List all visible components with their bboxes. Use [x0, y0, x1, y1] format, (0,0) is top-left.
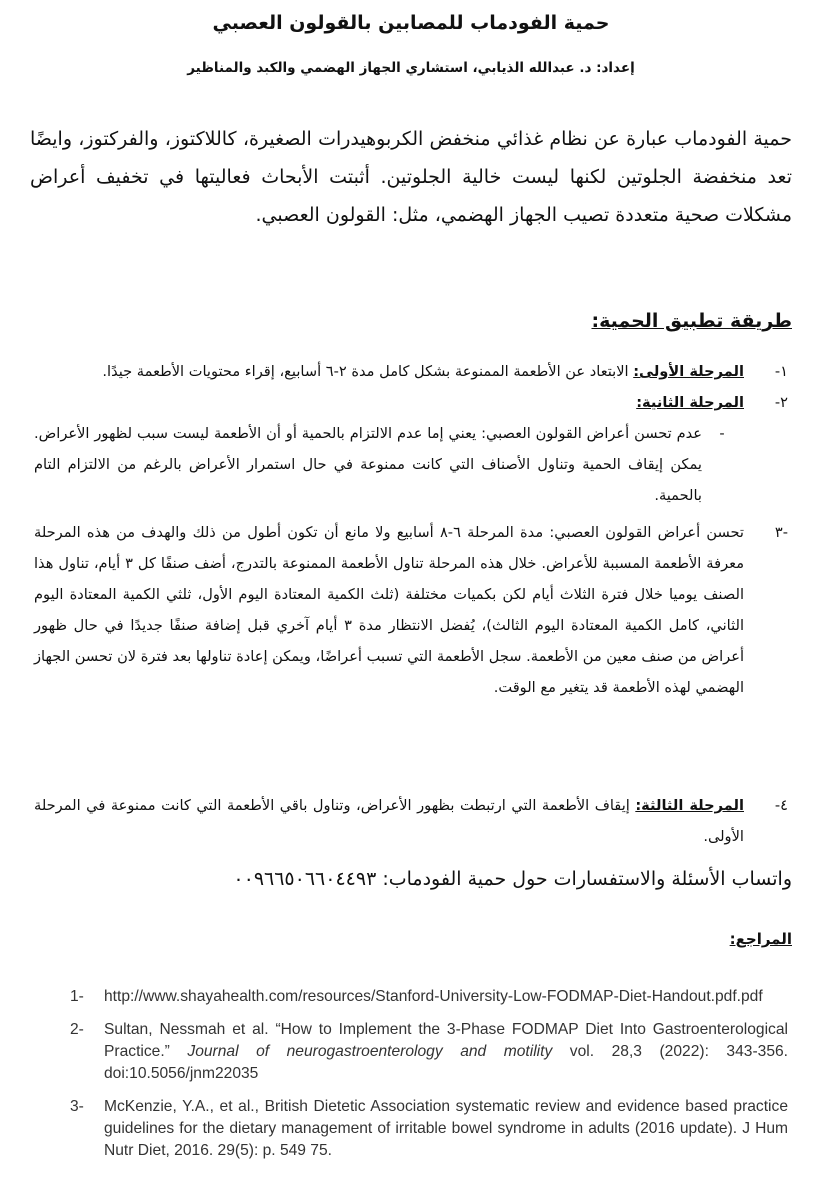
stage-4-item: [34, 790, 788, 852]
reference-number: 1-: [70, 988, 84, 1005]
reference-text-part: vol. 28,3 (2022): 343-356. doi:10.5056/jnm22035: [104, 1043, 788, 1082]
stage-4-block: [34, 790, 788, 852]
stage-3-item: [34, 517, 788, 703]
reference-journal: Journal of neurogastroenterology and motility: [187, 1043, 553, 1060]
intro-paragraph: حمية الفودماب عبارة عن نظام غذائي منخفض الكربوهيدرات الصغيرة، كاللاكتوز، والفركتوز، وايضًا تعد منخفضة الجلوتين لكنها ليست خالية الجلوتين. أثبتت الأبحاث فعاليتها في تخفيف أعراض مشكلات صحية متعددة تصيب الجهاز الهضمي، مثل: القولون العصبي.: [30, 128, 792, 226]
stage-1-label: المرحلة الأولى:: [633, 363, 744, 380]
stage-2-body: [34, 387, 744, 418]
reference-text: [104, 1019, 788, 1085]
author-line: إعداد: د. عبدالله الذيابي، استشاري الجهاز الهضمي والكبد والمناظير: [187, 60, 635, 76]
references-heading: المراجع:: [729, 930, 792, 948]
stage-2-number: ٢-: [774, 394, 788, 411]
document-title: حمية الفودماب للمصابين بالقولون العصبي: [212, 12, 610, 34]
stage-4-label: المرحلة الثالثة:: [635, 797, 744, 814]
stage-2-item: [34, 387, 788, 418]
reference-item: [70, 1019, 788, 1085]
reference-number: 2-: [70, 1021, 84, 1038]
stage-1-item: [34, 356, 788, 387]
stage-3-text: تحسن أعراض القولون العصبي: مدة المرحلة ٦-٨ أسابيع ولا مانع أن تكون أطول من ذلك والهدف من هذه المرحلة معرفة الأطعمة المسببة للأعراض. خلال هذه المرحلة تناول الأطعمة الممنوعة بالتدرج، أضف صنفًا كل ٣ أيام، تناول هذا الصنف يوميا خلال فترة الثلاث أيام لكن بكميات مختلفة (ثلث الكمية المعتادة اليوم الأول، ثلثي الكمية المعتادة اليوم الثاني، كامل الكمية المعتادة اليوم الثالث)، يُفضل الانتظار مدة ٣ أيام آخري قبل إضافة صنفًا جديدًا في حال ظهور أعراض من صنف معين من الأطعمة. سجل الأطعمة التي تسبب أعراضًا، ويمكن إعادة تناولها بعد فترة لان تحسن الجهاز الهضمي لهذه الأطعمة قد يتغير مع الوقت.: [34, 524, 745, 696]
reference-item: [70, 1096, 788, 1162]
reference-text-part: Sultan, Nessmah et al. “How to Implement the 3-Phase FODMAP Diet Into Gastroenterological Practice.”: [104, 1021, 788, 1060]
reference-number: 3-: [70, 1098, 84, 1115]
method-heading: طريقة تطبيق الحمية:: [591, 310, 792, 332]
stage-2-label: المرحلة الثانية:: [636, 394, 744, 411]
reference-link[interactable]: http://www.shayahealth.com/resources/Stanford-University-Low-FODMAP-Diet-Handout.pdf.pdf: [104, 988, 763, 1005]
stage-4-number: ٤-: [774, 797, 788, 814]
stage-3-number: -٣: [774, 524, 788, 541]
stages-list: [34, 356, 788, 703]
whatsapp-contact: واتساب الأسئلة والاستفسارات حول حمية الفودماب: ٠٠٩٦٦٥٠٦٦٠٤٤٩٣: [233, 868, 792, 890]
stage-2-sub-marker: -: [719, 425, 725, 442]
stage-2-sub-text: عدم تحسن أعراض القولون العصبي: يعني إما عدم الالتزام بالحمية أو أن الأطعمة ليست سبب لظهور الأعراض. يمكن إيقاف الحمية وتناول الأصناف التي كانت ممنوعة في حال استمرار الأعراض بالرغم من الالتزام التام بالحمية.: [34, 425, 702, 504]
stage-1-text: الابتعاد عن الأطعمة الممنوعة بشكل كامل مدة ٢-٦ أسابيع، إقراء محتويات الأطعمة جيدًا.: [102, 363, 634, 380]
reference-text: McKenzie, Y.A., et al., British Dietetic Association systematic review and evidence based practice guidelines for the dietary management of irritable bowel syndrome in adults (2016 update). J Hum Nutr Diet, 2016. 29(5): p. 549 75.: [104, 1098, 788, 1159]
stage-4-text: إيقاف الأطعمة التي ارتبطت بظهور الأعراض، وتناول باقي الأطعمة التي كانت ممنوعة في المرحلة الأولى.: [34, 797, 744, 845]
reference-item: [70, 986, 788, 1008]
stage-1-number: ١-: [774, 363, 788, 380]
references-list: [70, 986, 788, 1173]
stage-4-body: [34, 790, 744, 852]
stage-1-body: [34, 356, 744, 387]
stage-2-sub-item: [34, 418, 742, 511]
